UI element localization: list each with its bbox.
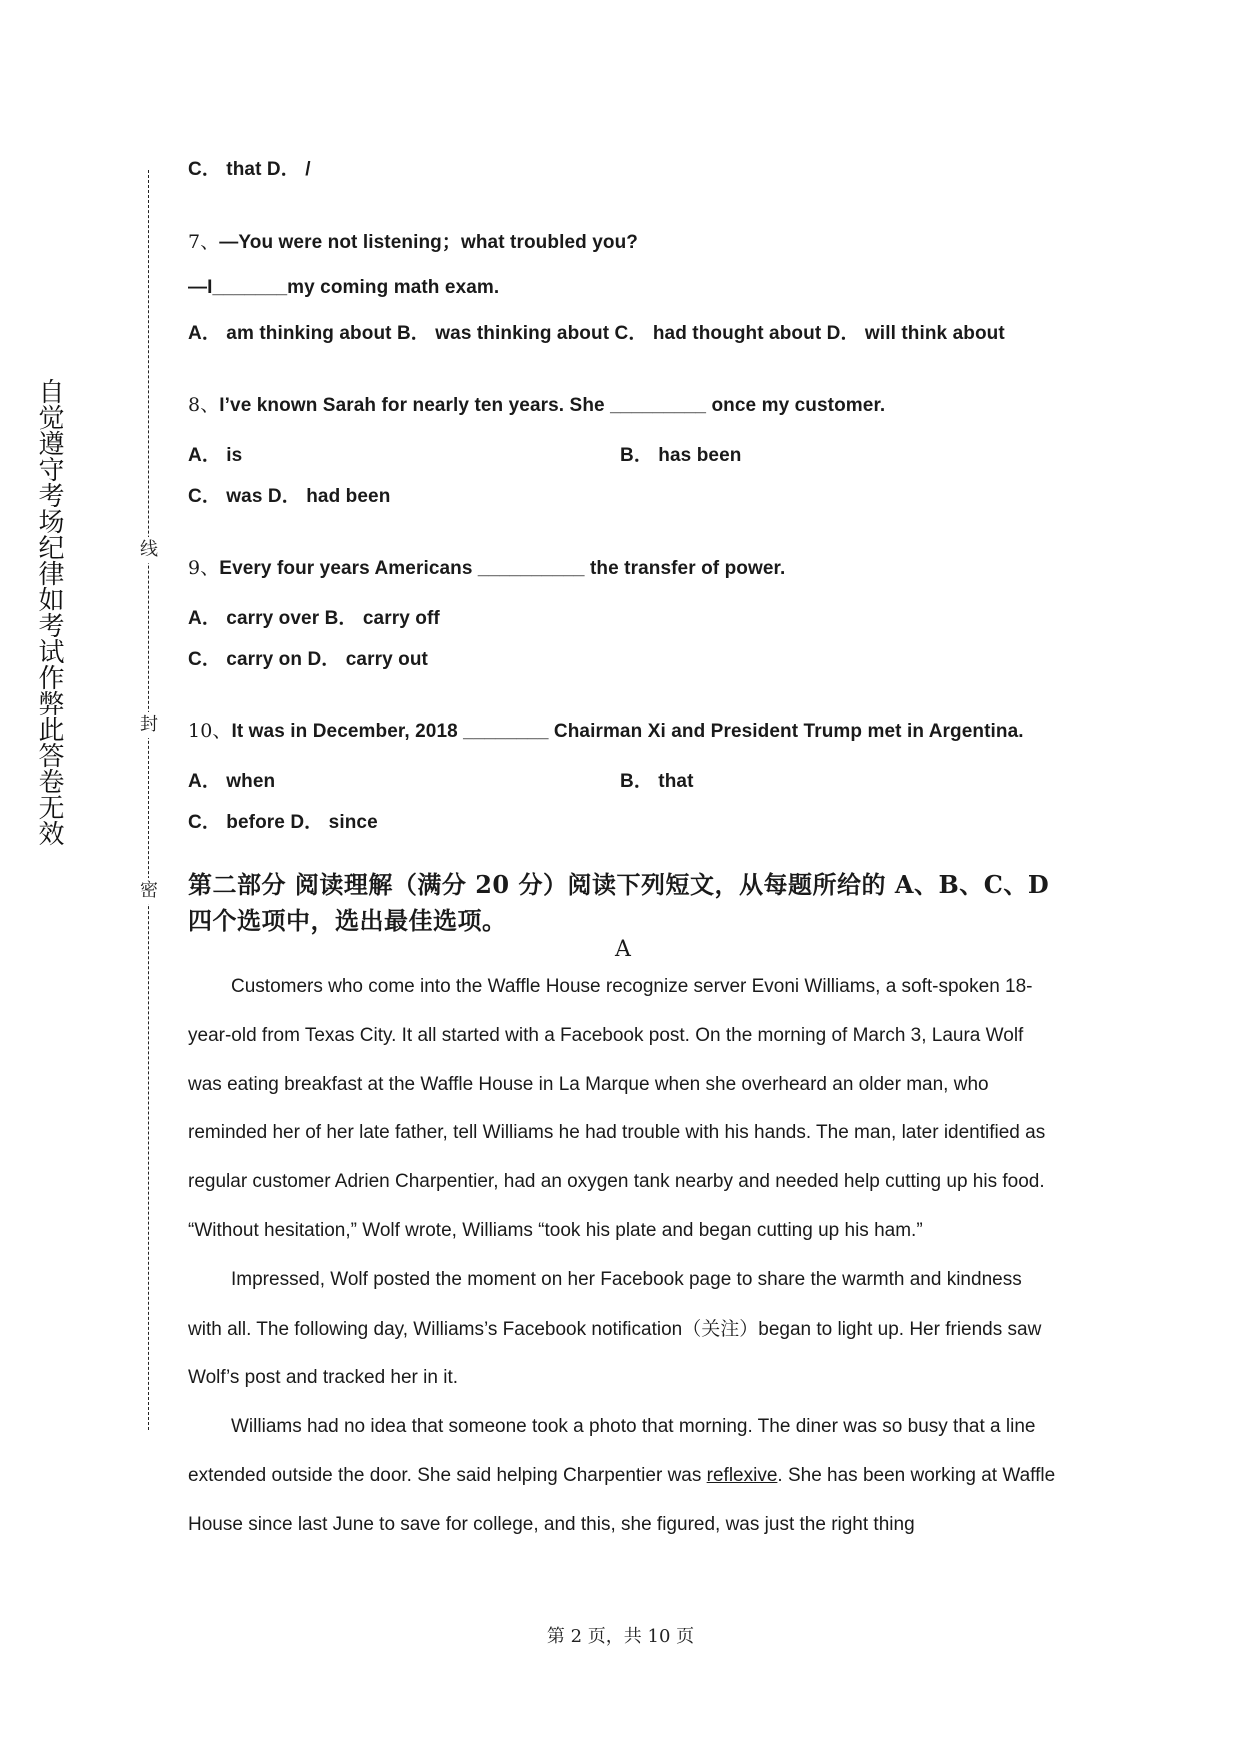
passage-paragraph-3 xyxy=(188,1403,1058,1549)
binding-dashed-line xyxy=(148,170,149,1430)
q8-stem-text: I’ve known Sarah for nearly ten years. She _________ once my customer. xyxy=(219,395,886,416)
q10-number: 10、 xyxy=(188,720,232,742)
q10-option-a: A． when xyxy=(188,771,276,792)
p3-text-before: Williams had no idea that someone took a photo that morning. The diner was so busy that a line extended outside the door. She said helping Charpentier was xyxy=(188,1416,1036,1486)
binding-mark-seal: 封 xyxy=(138,712,160,738)
q9-options-cd: C． carry on D． carry out xyxy=(188,649,428,670)
q8-option-a: A． is xyxy=(188,445,243,466)
q7-stem-text: —You were not listening；what troubled you? xyxy=(219,232,638,253)
q9-options-ab: A． carry over B． carry off xyxy=(188,608,440,629)
section2-title: 第二部分 阅读理解（满分 20 分）阅读下列短文，从每题所给的 A、B、C、D 四个选项中，选出最佳选项。 xyxy=(188,870,1050,935)
underlined-word-reflexive: reflexive xyxy=(706,1464,778,1486)
p3-text-after: . She has been working at Waffle House since last June to save for college, and this, she figured, was just the right thing xyxy=(188,1464,1056,1535)
q6-options-tail: C． that D． / xyxy=(188,159,311,180)
q9-stem xyxy=(188,553,785,580)
q8-option-b: B． has been xyxy=(620,445,742,466)
q8-stem xyxy=(188,390,885,417)
q7-reply: —I_______my coming math exam. xyxy=(188,277,500,298)
q8-number: 8、 xyxy=(188,394,220,416)
passage-paragraph-1: Customers who come into the Waffle House recognize server Evoni Williams, a soft-spoken 18-year-old from Texas City. It all started with a Facebook post. On the morning of March 3, Laura Wolf was eating breakfast at the Waffle House in La Marque when she overheard an older man, who reminded her of her late father, tell Williams he had trouble with his hands. The man, later identified as regular customer Adrien Charpentier, had an oxygen tank nearby and needed help cutting up his food. “Without hesitation,” Wolf wrote, Williams “took his plate and began cutting up his ham.” xyxy=(188,976,1046,1241)
exam-discipline-notice: 自觉遵守考场纪律如考试作弊此答卷无效 xyxy=(34,378,64,846)
passage-letter: A xyxy=(615,937,631,962)
q9-stem-text: Every four years Americans __________ the transfer of power. xyxy=(219,558,786,579)
passage-a xyxy=(188,963,1058,1550)
q7-options: A． am thinking about B． was thinking about C． had thought about D． will think about xyxy=(188,323,1005,344)
q9-number: 9、 xyxy=(188,557,220,579)
binding-mark-line: 线 xyxy=(138,537,160,563)
q10-option-b: B． that xyxy=(620,771,694,792)
q10-options-cd: C． before D． since xyxy=(188,812,378,833)
q8-options-cd: C． was D． had been xyxy=(188,486,391,507)
q7-stem xyxy=(188,227,638,254)
passage-paragraph-2 xyxy=(188,1256,1058,1403)
q7-number: 7、 xyxy=(188,231,220,253)
q10-stem-text: It was in December, 2018 ________ Chairman Xi and President Trump met in Argentina. xyxy=(231,721,1024,742)
p2-text-after: began to light up. Her friends saw Wolf’s post and tracked her in it. xyxy=(188,1318,1042,1389)
p2-text-before: Impressed, Wolf posted the moment on her Facebook page to share the warmth and kindness with all. The following day, Williams’s Facebook notification xyxy=(188,1268,1022,1340)
page-footer: 第 2 页，共 10 页 xyxy=(546,1626,695,1647)
q10-stem xyxy=(188,716,1024,743)
binding-mark-secret: 密 xyxy=(138,878,160,904)
p2-chinese-gloss: （关注） xyxy=(682,1317,759,1340)
